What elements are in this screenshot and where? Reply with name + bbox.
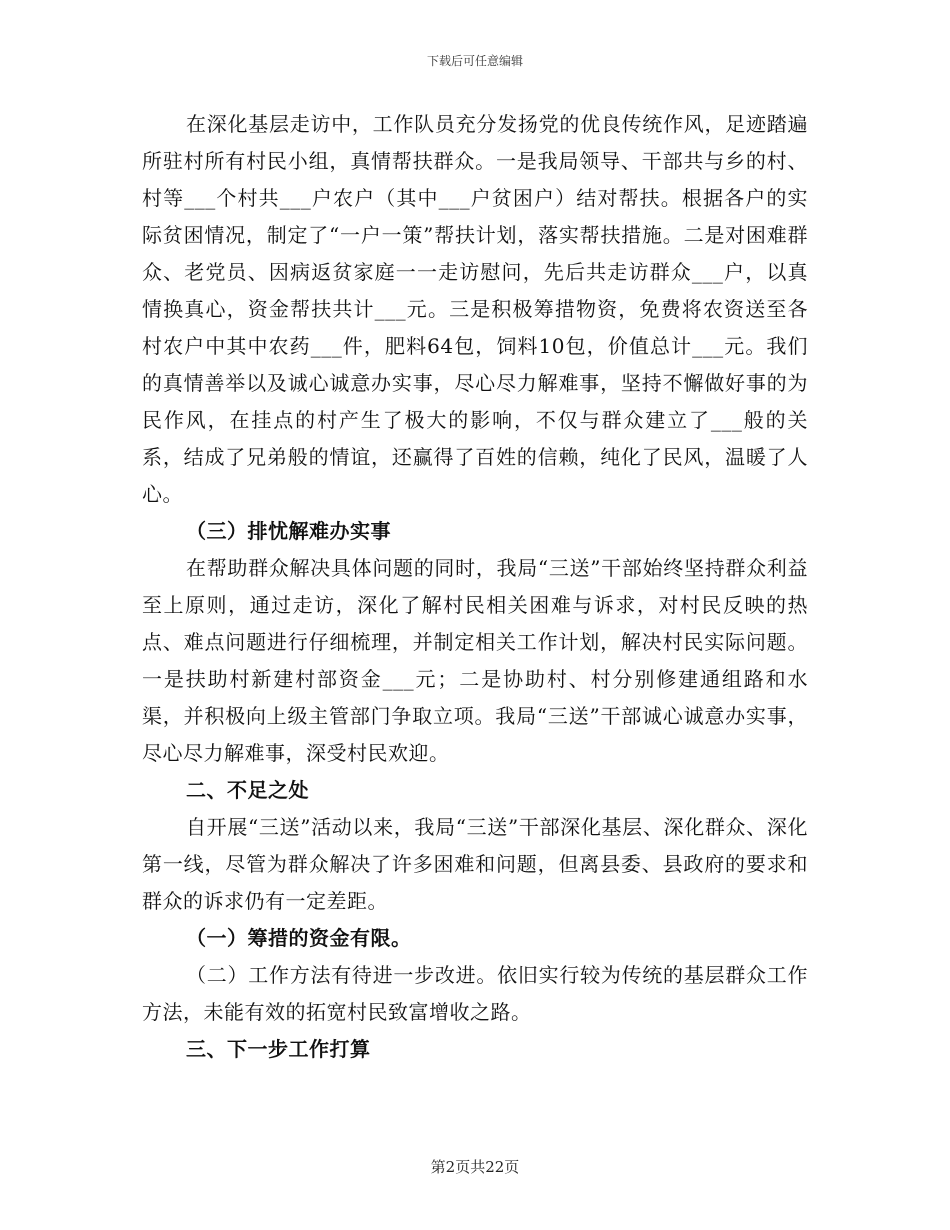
paragraph-shortcomings: 自开展“三送”活动以来，我局“三送”干部深化基层、深化群众、深化第一线，尽管为群众解决了许多困难和问题，但离县委、县政府的要求和群众的诉求仍有一定差距。 <box>142 815 808 913</box>
heading-solve-problems: （三）排忧解难办实事 <box>186 519 391 543</box>
paragraph-visits: 在深化基层走访中，工作队员充分发扬党的优良传统作风，足迹踏遍所驻村所有村民小组，真情帮扶群众。一是我局领导、干部共与乡的村、村等___个村共___户农户（其中___户贫困户）结对帮扶。根据各户的实际贫困情况，制定了“一户一策”帮扶计划，落实帮扶措施。二是对困难群众、老党员、因病返贫家庭一一走访慰问，先后共走访群众___户，以真情换真心，资金帮扶共计___元。三是积极筹措物资，免费将农资送至各村农户中其中农药___件，肥料64包，饲料10包，价值总计___元。我们的真情善举以及诚心诚意办实事，尽心尽力解难事，坚持不懈做好事的为民作风，在挂点的村产生了极大的影响，不仅与群众建立了___般的关系，结成了兄弟般的情谊，还赢得了百姓的信赖，纯化了民风，温暖了人心。 <box>142 112 808 506</box>
heading-limited-funds: （一）筹措的资金有限。 <box>186 926 412 950</box>
paragraph-methods: （二）工作方法有待进一步改进。依旧实行较为传统的基层群众工作方法，未能有效的拓宽村民致富增收之路。 <box>142 963 808 1024</box>
heading-next-steps: 三、下一步工作打算 <box>186 1037 371 1061</box>
paragraph-practical-matters: 在帮助群众解决具体问题的同时，我局“三送”干部始终坚持群众利益至上原则，通过走访，深化了解村民相关困难与诉求，对村民反映的热点、难点问题进行仔细梳理，并制定相关工作计划，解决村民实际问题。一是扶助村新建村部资金___元；二是协助村、村分别修建通组路和水渠，并积极向上级主管部门争取立项。我局“三送”干部诚心诚意办实事，尽心尽力解难事，深受村民欢迎。 <box>142 556 808 765</box>
body-text <box>142 106 808 1068</box>
heading-shortcomings: 二、不足之处 <box>186 778 309 802</box>
page-number: 第2页共22页 <box>430 1158 520 1176</box>
header-note: 下载后可任意编辑 <box>426 54 523 68</box>
